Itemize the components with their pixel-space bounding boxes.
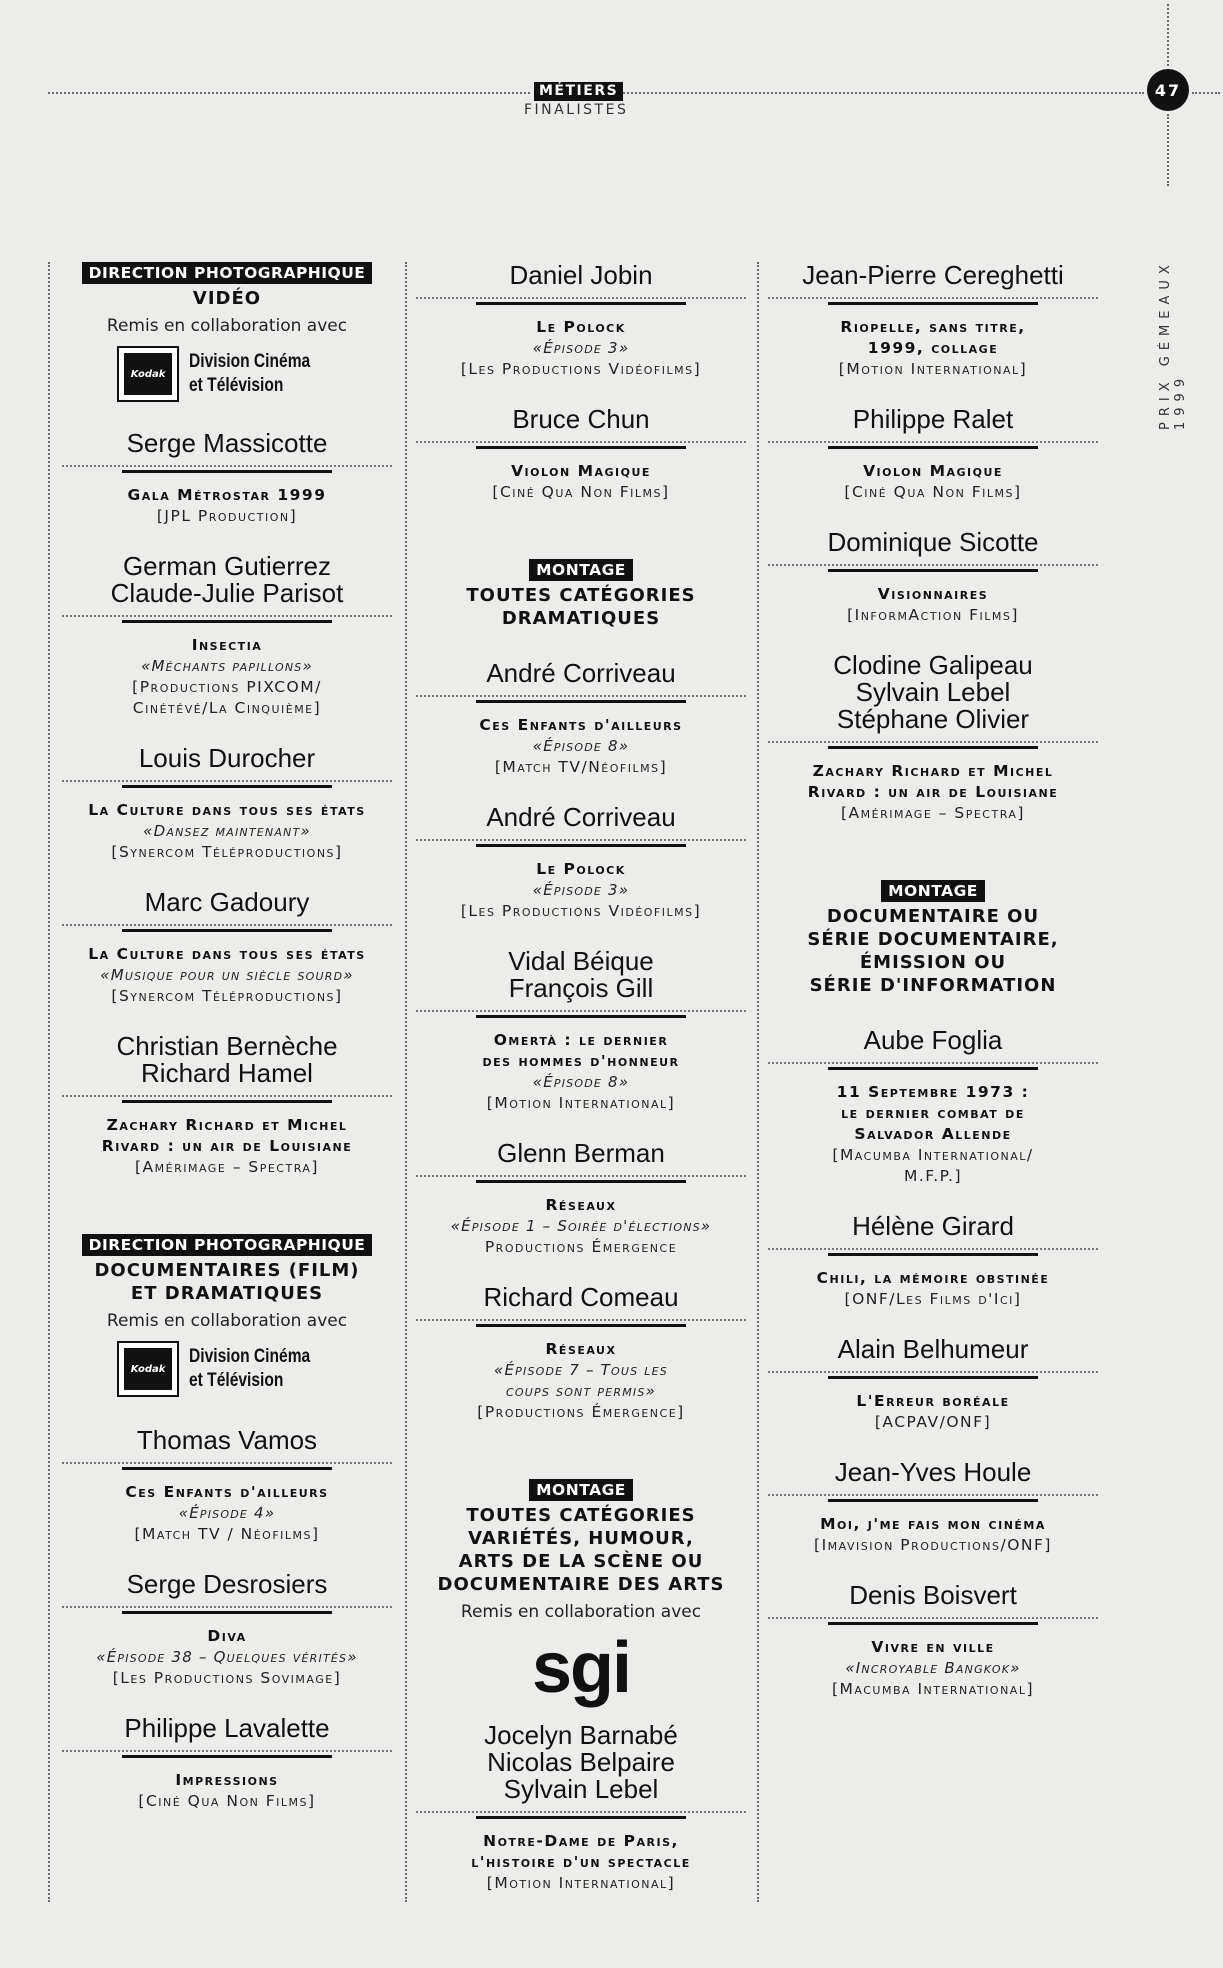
work-title: Violon Magique bbox=[511, 462, 651, 480]
nominee-entry bbox=[416, 948, 746, 1114]
production-company: [Macumba International/ M.F.P.] bbox=[832, 1146, 1034, 1185]
entry-divider bbox=[768, 1060, 1098, 1072]
production-company: [Ciné Qua Non Films] bbox=[492, 483, 670, 501]
nominee-entry bbox=[62, 1033, 392, 1178]
nominee-entry bbox=[416, 262, 746, 380]
nominee-names: Louis Durocher bbox=[138, 743, 316, 773]
episode-title: «Épisode 8» bbox=[532, 737, 630, 755]
work-title: Diva bbox=[207, 1627, 247, 1645]
work-title: Le Polock bbox=[536, 318, 626, 336]
entry-divider bbox=[768, 1492, 1098, 1504]
category-title: TOUTES CATÉGORIES DRAMATIQUES bbox=[466, 585, 696, 629]
entry-divider bbox=[768, 295, 1098, 307]
column-3 bbox=[768, 262, 1098, 1700]
work-title: Zachary Richard et Michel Rivard : un air de Louisiane bbox=[807, 762, 1059, 801]
work-title: Réseaux bbox=[545, 1340, 617, 1358]
nominee-names: Hélène Girard bbox=[852, 1211, 1014, 1241]
sponsor-note: Remis en collaboration avec bbox=[106, 1311, 348, 1331]
category-title: VIDÉO bbox=[192, 288, 262, 309]
production-company: [Imavision Productions/ONF] bbox=[814, 1536, 1052, 1554]
production-company: [Les Productions Vidéofilms] bbox=[460, 902, 702, 920]
production-company: [Ciné Qua Non Films] bbox=[844, 483, 1022, 501]
nominee-names: German Gutierrez Claude-Julie Parisot bbox=[110, 551, 344, 608]
nominee-entry bbox=[416, 660, 746, 778]
entry-divider bbox=[768, 739, 1098, 751]
nominee-names: Philippe Ralet bbox=[852, 404, 1014, 434]
margin-rule-right-top bbox=[1167, 4, 1169, 66]
work-title: L'Erreur boréale bbox=[856, 1392, 1010, 1410]
nominee-names: Christian Bernèche Richard Hamel bbox=[116, 1031, 338, 1088]
production-company: [ACPAV/ONF] bbox=[874, 1413, 992, 1431]
work-title: Zachary Richard et Michel Rivard : un air de Louisiane bbox=[101, 1116, 353, 1155]
nominee-names: Aube Foglia bbox=[863, 1025, 1003, 1055]
production-company: [Les Productions Sovimage] bbox=[112, 1669, 342, 1687]
entry-divider bbox=[62, 463, 392, 475]
header-rule-far-right bbox=[1192, 92, 1220, 94]
work-title: Réseaux bbox=[545, 1196, 617, 1214]
production-company: [Motion International] bbox=[838, 360, 1028, 378]
production-company: [Motion International] bbox=[486, 1874, 676, 1892]
header-rule-left bbox=[48, 92, 530, 94]
nominee-names: Clodine Galipeau Sylvain Lebel Stéphane Olivier bbox=[833, 650, 1033, 734]
sponsor-logo: Kodak Division Cinéma et Télévision bbox=[62, 1341, 392, 1397]
work-title: Omertà : le dernier des hommes d'honneur bbox=[482, 1031, 680, 1070]
nominee-names: Daniel Jobin bbox=[509, 260, 653, 290]
column-rule-1 bbox=[48, 262, 50, 1902]
episode-title: «Épisode 7 – Tous les coups sont permis» bbox=[494, 1361, 668, 1400]
production-company: [Synercom Téléproductions] bbox=[111, 987, 343, 1005]
production-company: [Macumba International] bbox=[831, 1680, 1035, 1698]
entry-divider bbox=[768, 1369, 1098, 1381]
category-title: TOUTES CATÉGORIES VARIÉTÉS, HUMOUR, ARTS DE LA SCÈNE OU DOCUMENTAIRE DES ARTS bbox=[437, 1505, 725, 1595]
nominee-names: Philippe Lavalette bbox=[124, 1713, 330, 1743]
sgi-logo: sgi bbox=[531, 1628, 631, 1708]
episode-title: «Musique pour un siècle sourd» bbox=[100, 966, 354, 984]
nominee-entry bbox=[416, 804, 746, 922]
category-block bbox=[62, 1234, 392, 1397]
entry-divider bbox=[416, 1809, 746, 1821]
column-1 bbox=[62, 262, 392, 1812]
episode-title: «Épisode 38 – Quelques vérités» bbox=[96, 1648, 358, 1666]
production-company: [Motion International] bbox=[486, 1094, 676, 1112]
nominee-entry bbox=[62, 1715, 392, 1812]
episode-title: «Épisode 4» bbox=[178, 1504, 276, 1522]
nominee-names: Jean-Yves Houle bbox=[834, 1457, 1032, 1487]
work-title: Ces Enfants d'ailleurs bbox=[125, 1483, 329, 1501]
entry-divider bbox=[62, 1460, 392, 1472]
production-company: [ONF/Les Films d'Ici] bbox=[844, 1290, 1022, 1308]
nominee-entry bbox=[768, 1027, 1098, 1187]
category-block bbox=[416, 1479, 746, 1708]
entry-divider bbox=[416, 1173, 746, 1185]
work-title: Insectia bbox=[191, 636, 263, 654]
production-company: [Productions PIXCOM/ Cinétévé/La Cinquième] bbox=[132, 678, 322, 717]
nominee-names: Alain Belhumeur bbox=[837, 1334, 1029, 1364]
production-company: [Match TV / Néofilms] bbox=[134, 1525, 320, 1543]
category-title: DOCUMENTAIRES (FILM) ET DRAMATIQUES bbox=[94, 1260, 360, 1304]
nominee-entry bbox=[62, 745, 392, 863]
production-company: [Synercom Téléproductions] bbox=[111, 843, 343, 861]
work-title: Visionnaires bbox=[877, 585, 989, 603]
nominee-entry bbox=[416, 406, 746, 503]
work-title: La Culture dans tous ses états bbox=[88, 801, 366, 819]
side-running-title: PRIX GÉMEAUX 1999 bbox=[1158, 259, 1188, 430]
nominee-entry bbox=[62, 553, 392, 719]
category-block bbox=[416, 559, 746, 630]
entry-divider bbox=[62, 778, 392, 790]
nominee-entry bbox=[768, 1336, 1098, 1433]
work-title: Violon Magique bbox=[863, 462, 1003, 480]
episode-title: «Épisode 8» bbox=[532, 1073, 630, 1091]
nominee-names: Vidal Béique François Gill bbox=[508, 946, 654, 1003]
work-title: Gala Métrostar 1999 bbox=[127, 486, 327, 504]
nominee-entry bbox=[768, 529, 1098, 626]
episode-title: «Méchants papillons» bbox=[141, 657, 313, 675]
column-rule-2 bbox=[405, 262, 407, 1902]
section-subtitle: FINALISTES bbox=[524, 102, 629, 118]
work-title: Vivre en ville bbox=[871, 1638, 995, 1656]
entry-divider bbox=[416, 1008, 746, 1020]
episode-title: «Incroyable Bangkok» bbox=[845, 1659, 1021, 1677]
production-company: [Les Productions Vidéofilms] bbox=[460, 360, 702, 378]
category-title: DOCUMENTAIRE OU SÉRIE DOCUMENTAIRE, ÉMISSION OU SÉRIE D'INFORMATION bbox=[807, 906, 1059, 996]
column-2 bbox=[416, 262, 746, 1894]
production-company: Productions Émergence bbox=[484, 1238, 678, 1256]
work-title: Notre-Dame de Paris, l'histoire d'un spectacle bbox=[471, 1832, 691, 1871]
kodak-logo-icon: Kodak bbox=[117, 1341, 179, 1397]
work-title: Le Polock bbox=[536, 860, 626, 878]
category-label: MONTAGE bbox=[529, 1479, 633, 1501]
production-company: [Productions Émergence] bbox=[477, 1403, 685, 1421]
category-block bbox=[768, 880, 1098, 997]
nominee-entry bbox=[62, 1571, 392, 1689]
nominee-entry bbox=[416, 1722, 746, 1894]
production-company: [Match TV/Néofilms] bbox=[494, 758, 668, 776]
episode-title: «Dansez maintenant» bbox=[143, 822, 311, 840]
production-company: [Amérimage – Spectra] bbox=[841, 804, 1025, 822]
entry-divider bbox=[62, 613, 392, 625]
nominee-entry bbox=[62, 430, 392, 527]
entry-divider bbox=[768, 1246, 1098, 1258]
kodak-logo-icon: Kodak bbox=[117, 346, 179, 402]
category-label: DIRECTION PHOTOGRAPHIQUE bbox=[82, 262, 373, 284]
nominee-names: Serge Desrosiers bbox=[126, 1569, 328, 1599]
category-label: MONTAGE bbox=[881, 880, 985, 902]
work-title: Ces Enfants d'ailleurs bbox=[479, 716, 683, 734]
nominee-names: Dominique Sicotte bbox=[827, 527, 1039, 557]
nominee-names: Richard Comeau bbox=[483, 1282, 679, 1312]
nominee-entry bbox=[62, 1427, 392, 1545]
nominee-names: Thomas Vamos bbox=[136, 1425, 318, 1455]
nominee-names: Jocelyn Barnabé Nicolas Belpaire Sylvain Lebel bbox=[484, 1720, 678, 1804]
work-title: La Culture dans tous ses états bbox=[88, 945, 366, 963]
entry-divider bbox=[768, 1615, 1098, 1627]
nominee-entry bbox=[768, 1213, 1098, 1310]
production-company: [JPL Production] bbox=[156, 507, 298, 525]
nominee-names: Bruce Chun bbox=[512, 404, 650, 434]
sponsor-logo: Kodak Division Cinéma et Télévision bbox=[62, 346, 392, 402]
entry-divider bbox=[62, 1748, 392, 1760]
nominee-entry bbox=[416, 1140, 746, 1258]
entry-divider bbox=[416, 837, 746, 849]
nominee-entry bbox=[768, 1459, 1098, 1556]
nominee-entry bbox=[768, 1582, 1098, 1700]
work-title: 11 Septembre 1973 : le dernier combat de Salvador Allende bbox=[836, 1083, 1030, 1143]
nominee-entry bbox=[768, 652, 1098, 824]
sponsor-note: Remis en collaboration avec bbox=[106, 316, 348, 336]
category-block bbox=[62, 262, 392, 402]
work-title: Impressions bbox=[175, 1771, 279, 1789]
page-number: 47 bbox=[1147, 69, 1189, 111]
nominee-entry bbox=[62, 889, 392, 1007]
nominee-names: André Corriveau bbox=[486, 658, 676, 688]
entry-divider bbox=[768, 562, 1098, 574]
header-rule-right bbox=[616, 92, 1144, 94]
work-title: Chili, la mémoire obstinée bbox=[816, 1269, 1050, 1287]
column-rule-3 bbox=[757, 262, 759, 1902]
section-tag: MÉTIERS bbox=[534, 82, 623, 101]
nominee-entry bbox=[416, 1284, 746, 1423]
work-title: Riopelle, sans titre, 1999, collage bbox=[840, 318, 1026, 357]
nominee-entry bbox=[768, 262, 1098, 380]
entry-divider bbox=[768, 439, 1098, 451]
category-label: MONTAGE bbox=[529, 559, 633, 581]
nominee-names: Marc Gadoury bbox=[144, 887, 310, 917]
nominee-names: Serge Massicotte bbox=[126, 428, 328, 458]
nominee-names: Jean-Pierre Cereghetti bbox=[802, 260, 1064, 290]
entry-divider bbox=[416, 693, 746, 705]
nominee-names: Glenn Berman bbox=[497, 1138, 665, 1168]
nominee-entry bbox=[768, 406, 1098, 503]
production-company: [InformAction Films] bbox=[847, 606, 1019, 624]
entry-divider bbox=[62, 1604, 392, 1616]
entry-divider bbox=[416, 295, 746, 307]
entry-divider bbox=[62, 922, 392, 934]
episode-title: «Épisode 3» bbox=[532, 881, 630, 899]
production-company: [Ciné Qua Non Films] bbox=[138, 1792, 316, 1810]
margin-rule-right-bottom bbox=[1167, 114, 1169, 186]
production-company: [Amérimage – Spectra] bbox=[135, 1158, 319, 1176]
category-label: DIRECTION PHOTOGRAPHIQUE bbox=[82, 1234, 373, 1256]
entry-divider bbox=[62, 1093, 392, 1105]
episode-title: «Épisode 1 – Soirée d'élections» bbox=[450, 1217, 712, 1235]
entry-divider bbox=[416, 1317, 746, 1329]
nominee-names: André Corriveau bbox=[486, 802, 676, 832]
entry-divider bbox=[416, 439, 746, 451]
work-title: Moi, j'me fais mon cinéma bbox=[820, 1515, 1046, 1533]
nominee-names: Denis Boisvert bbox=[849, 1580, 1017, 1610]
sponsor-note: Remis en collaboration avec bbox=[460, 1602, 702, 1622]
episode-title: «Épisode 3» bbox=[532, 339, 630, 357]
